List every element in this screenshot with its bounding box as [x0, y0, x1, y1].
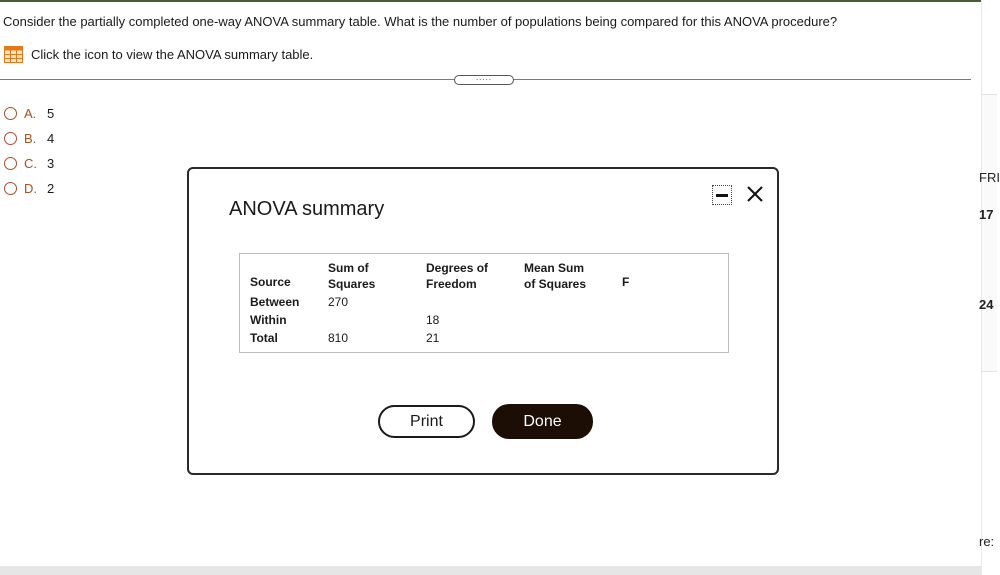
right-side-panel	[979, 0, 1000, 575]
row-ss: 810	[328, 331, 349, 345]
panel-text-fri: FRI	[979, 170, 1000, 185]
option-value: 5	[47, 106, 55, 121]
option-a[interactable]	[4, 101, 54, 126]
header-df-line1: Degrees of	[426, 261, 489, 275]
header-ss-line1: Sum of	[328, 261, 369, 275]
header-f: F	[622, 275, 630, 289]
close-icon[interactable]	[744, 183, 766, 205]
option-c[interactable]	[4, 151, 54, 176]
row-df: 18	[426, 313, 440, 327]
header-source: Source	[250, 275, 291, 289]
option-letter: C.	[24, 156, 37, 171]
anova-summary-dialog	[187, 167, 779, 475]
row-source: Total	[250, 331, 278, 345]
radio-button[interactable]	[4, 182, 17, 195]
panel-section	[982, 94, 997, 372]
header-ms-line2: of Squares	[524, 277, 587, 291]
row-source: Within	[250, 313, 287, 327]
top-accent-line	[0, 0, 981, 2]
option-value: 3	[47, 156, 55, 171]
table-link-label[interactable]: Click the icon to view the ANOVA summary table.	[31, 47, 314, 62]
done-button[interactable]: Done	[492, 404, 593, 439]
option-value: 2	[47, 181, 55, 196]
row-ss: 270	[328, 295, 349, 309]
option-d[interactable]	[4, 176, 54, 201]
resize-handle[interactable]: .....	[454, 75, 514, 85]
option-letter: D.	[24, 181, 37, 196]
radio-button[interactable]	[4, 107, 17, 120]
header-ms-line1: Mean Sum	[524, 261, 585, 275]
option-letter: A.	[24, 106, 37, 121]
answer-options	[4, 101, 54, 201]
radio-button[interactable]	[4, 157, 17, 170]
option-letter: B.	[24, 131, 37, 146]
panel-text-24: 24	[979, 297, 994, 312]
row-df: 21	[426, 331, 440, 345]
minimize-icon[interactable]	[712, 185, 732, 205]
option-value: 4	[47, 131, 55, 146]
panel-text-17: 17	[979, 207, 994, 222]
radio-button[interactable]	[4, 132, 17, 145]
panel-text-re: re:	[979, 534, 995, 549]
row-source: Between	[250, 295, 300, 309]
table-grid-icon[interactable]	[4, 46, 23, 63]
horizontal-scrollbar[interactable]	[0, 566, 981, 575]
question-text: Consider the partially completed one-way ANOVA summary table. What is the number of populations being compared for this ANOVA procedure?	[3, 14, 838, 29]
dialog-title: ANOVA summary	[229, 198, 385, 220]
option-b[interactable]	[4, 126, 54, 151]
header-df-line2: Freedom	[426, 277, 477, 291]
print-button[interactable]: Print	[378, 405, 475, 438]
header-ss-line2: Squares	[328, 277, 376, 291]
anova-table	[239, 253, 729, 353]
table-link[interactable]	[4, 46, 313, 63]
